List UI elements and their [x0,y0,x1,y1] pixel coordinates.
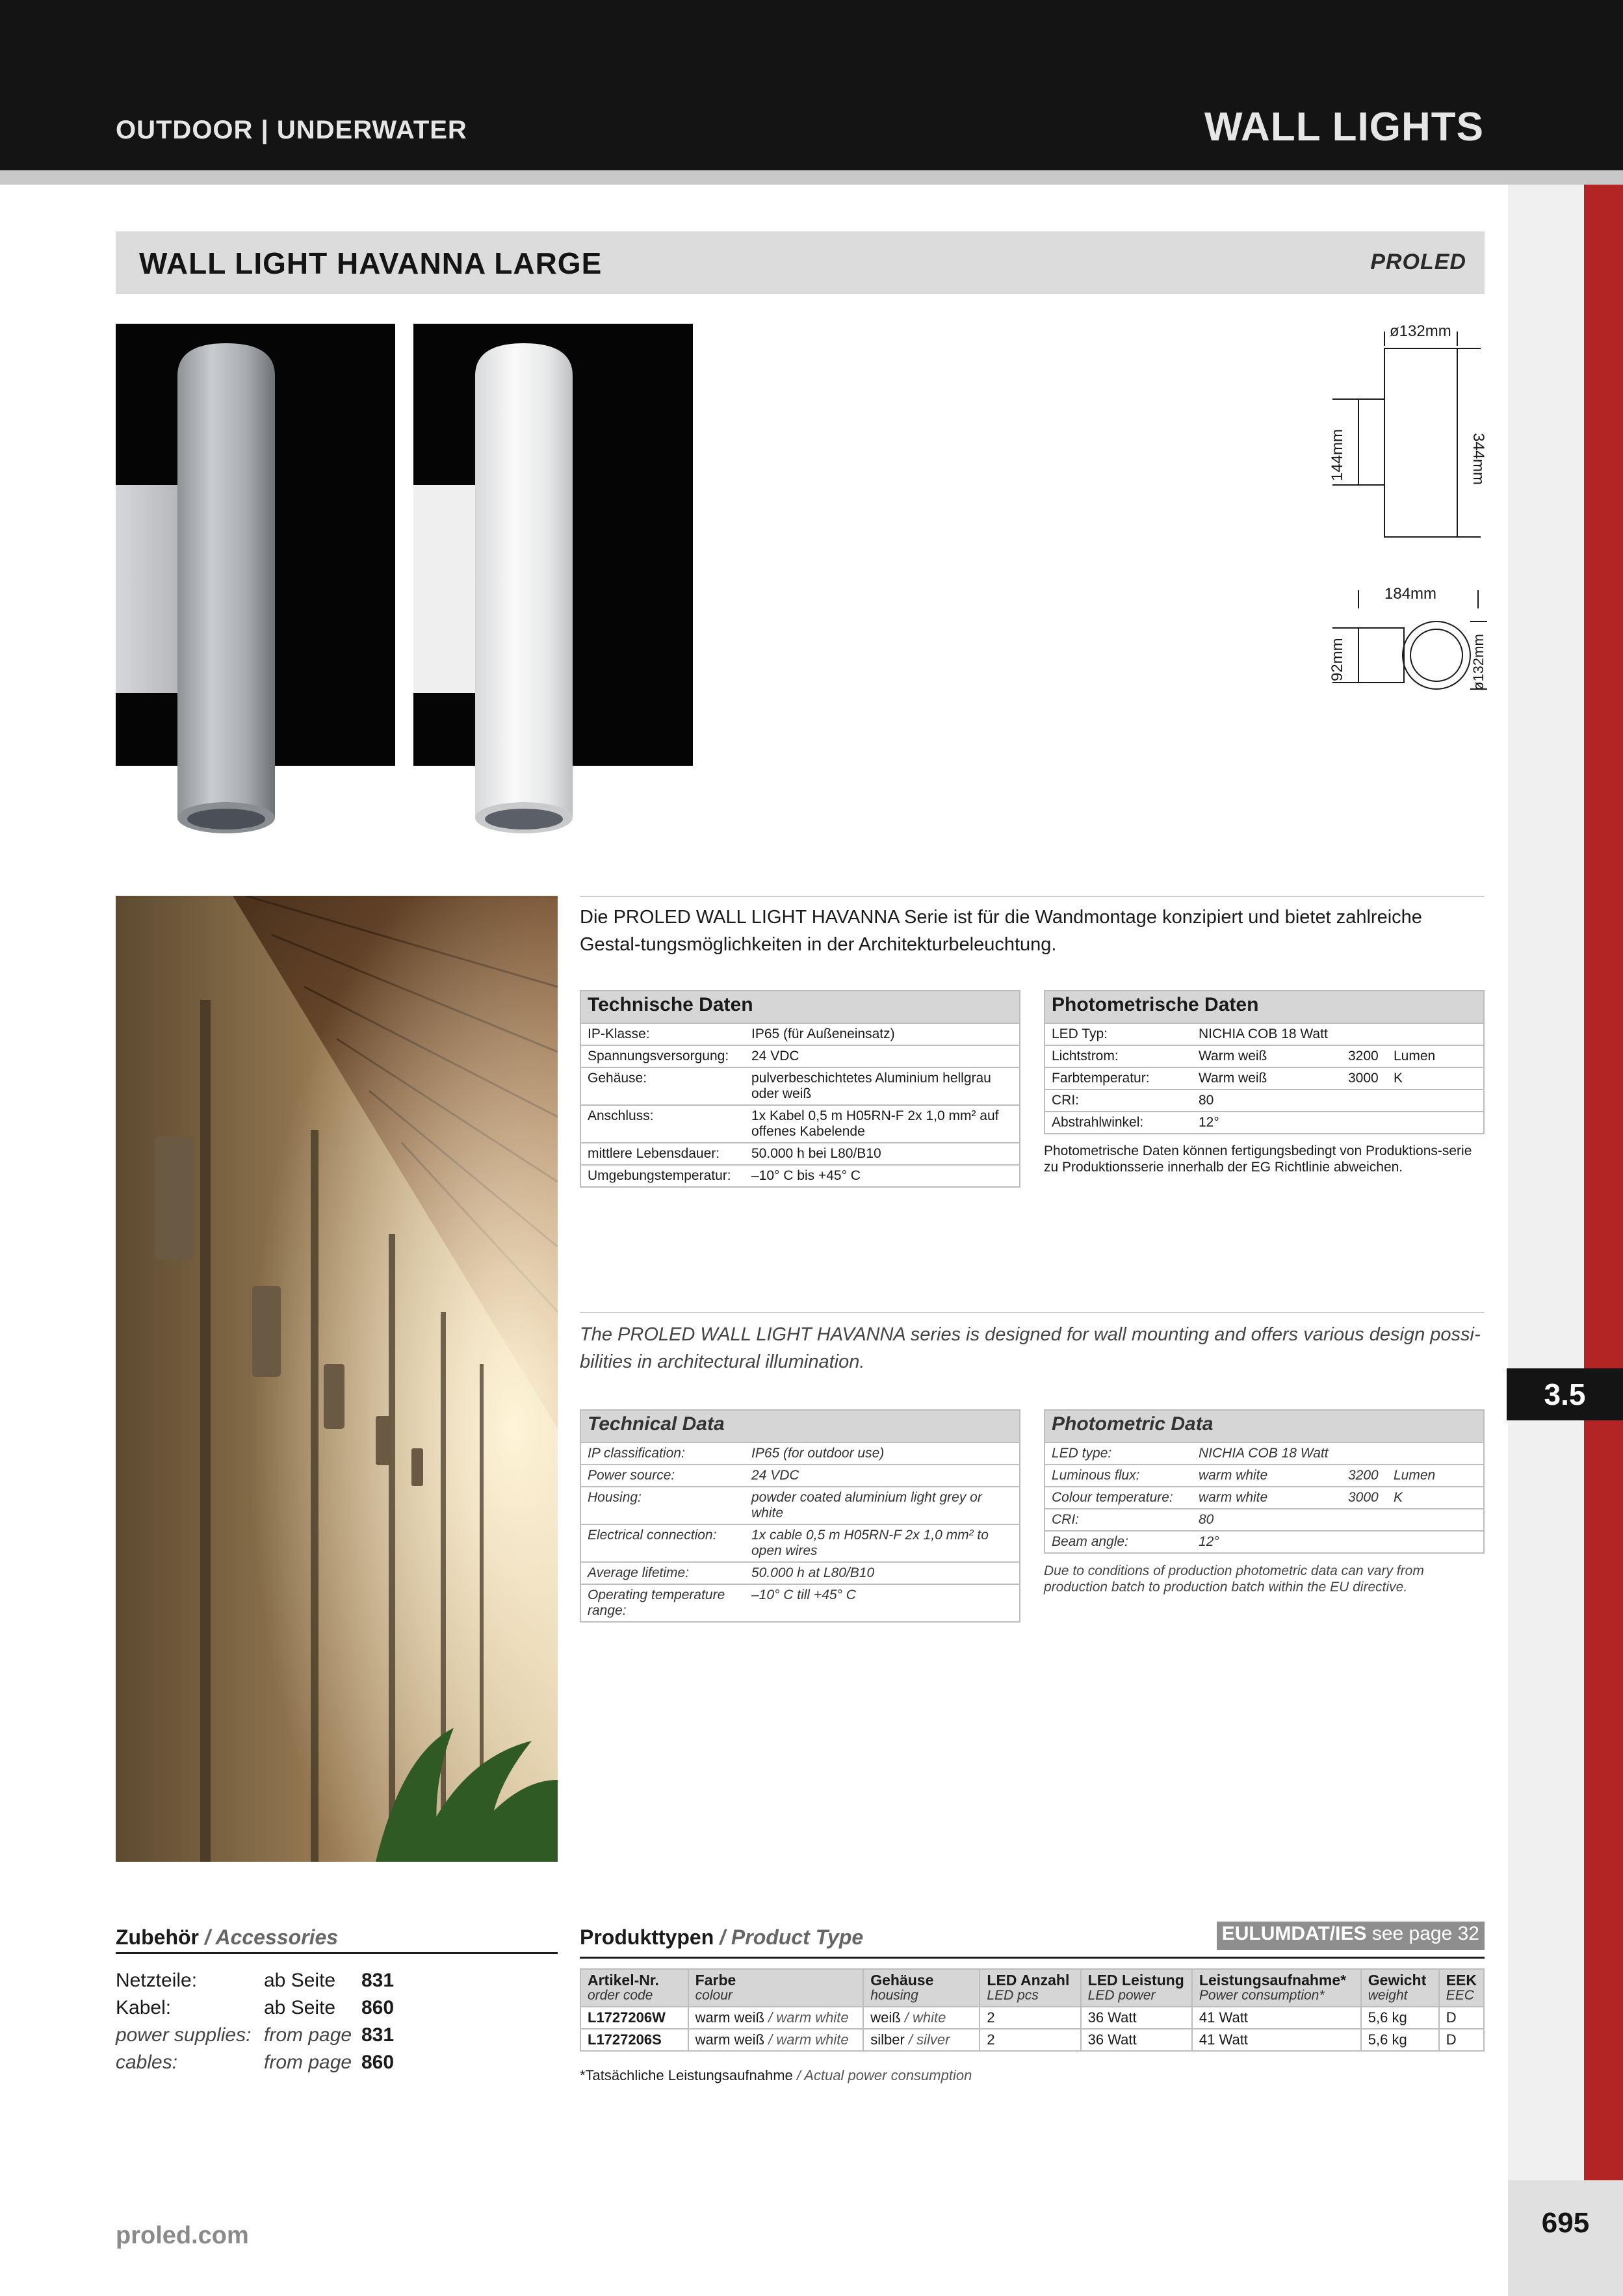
list-item[interactable]: Kabel: ab Seite 860 [116,1997,395,2018]
dim-total-height: 344mm [1470,433,1487,486]
photo-table-en-title: Photometric Data [1045,1411,1483,1442]
photo-table-de [1044,990,1485,1134]
table-row: IP-Klasse: IP65 (für Außeneinsatz) [581,1023,1019,1045]
table-row: LED type: NICHIA COB 18 Watt [1045,1442,1483,1464]
table-row: Beam angle: 12° [1045,1530,1483,1552]
divider-de [580,896,1485,897]
table-row: Colour temperature: warm white 3000 K [1045,1486,1483,1508]
tech-table-en-title: Technical Data [581,1411,1019,1442]
dim-depth: 184mm [1384,585,1437,603]
accessories-heading: Zubehör / Accessories [116,1925,558,1954]
table-row: Umgebungstemperatur: –10° C bis +45° C [581,1164,1019,1186]
tech-table-de [580,990,1020,1188]
header-section: WALL LIGHTS [1204,105,1484,150]
description-de: Die PROLED WALL LIGHT HAVANNA Serie ist für die Wandmontage konzipiert und bietet zahlreiche Gestal-tungsmöglichkeiten in der Architekturbeleuchtung. [580,907,1422,955]
tech-table-de-title: Technische Daten [581,991,1019,1023]
photometric-note-en: Due to conditions of production photometric data can vary from production batch to production batch within the EU directive. [1044,1563,1424,1595]
side-rail [1508,185,1586,2296]
table-header-row: Artikel-Nr. order code Farbe colour Gehäuse housing LED Anzahl LED pcs LED Leistung LED power Leistungsaufnahme* Power consumption* Gewicht weight EEK EEC [580,1969,1484,2007]
product-types-heading: Produkttypen / Product Type EULUMDAT/IES see page 32 [580,1925,1485,1959]
table-row: Housing: powder coated aluminium light grey or white [581,1486,1019,1524]
side-rail-accent [1584,185,1623,2180]
dimension-drawing [1319,322,1495,712]
table-row: CRI: 80 [1045,1089,1483,1111]
eulumdat-link[interactable]: EULUMDAT/IES see page 32 [1217,1922,1485,1950]
table-row: Gehäuse: pulverbeschichtetes Aluminium hellgrau oder weiß [581,1067,1019,1104]
table-row: Abstrahlwinkel: 12° [1045,1111,1483,1133]
table-row: Average lifetime: 50.000 h at L80/B10 [581,1561,1019,1584]
footer-url[interactable]: proled.com [116,2222,249,2249]
photo-table-en [1044,1409,1485,1554]
brand-logo: PROLED [1370,250,1466,274]
table-row: Power source: 24 VDC [581,1464,1019,1486]
table-row[interactable]: L1727206S warm weiß / warm white silber / silver 2 36 Watt 41 Watt 5,6 kg D [580,2029,1484,2051]
table-row: mittlere Lebensdauer: 50.000 h bei L80/B10 [581,1142,1019,1164]
table-row: Spannungsversorgung: 24 VDC [581,1045,1019,1067]
dim-bracket-height: 144mm [1329,428,1346,481]
table-row: Lichtstrom: Warm weiß 3200 Lumen [1045,1045,1483,1067]
divider-en [580,1312,1485,1313]
list-item[interactable]: cables: from page 860 [116,2052,395,2073]
product-title: WALL LIGHT HAVANNA LARGE [139,246,603,280]
table-row: Operating temperature range: –10° C till +45° C [581,1584,1019,1621]
table-row: CRI: 80 [1045,1508,1483,1530]
product-title-bar [116,231,1485,294]
product-photo-silver [116,324,395,766]
product-photo-white [413,324,693,766]
product-types-table [580,1968,1485,2052]
tech-table-en [580,1409,1020,1623]
table-row[interactable]: L1727206W warm weiß / warm white weiß / white 2 36 Watt 41 Watt 5,6 kg D [580,2007,1484,2029]
list-item[interactable]: power supplies: from page 831 [116,2024,395,2046]
table-row: Electrical connection: 1x cable 0,5 m H05RN-F 2x 1,0 mm² to open wires [581,1524,1019,1561]
dim-bottom-diameter: ø132mm [1470,634,1487,690]
dim-bracket-width: 92mm [1329,638,1346,681]
dim-top-diameter: ø132mm [1390,322,1451,340]
table-row: Farbtemperatur: Warm weiß 3000 K [1045,1067,1483,1089]
table-row: Anschluss: 1x Kabel 0,5 m H05RN-F 2x 1,0 mm² auf offenes Kabelende [581,1104,1019,1142]
photo-table-de-title: Photometrische Daten [1045,991,1483,1023]
header-strip [0,170,1623,185]
header-category: OUTDOOR | UNDERWATER [116,116,467,144]
photometric-note-de: Photometrische Daten können fertigungsbedingt von Produktions-serie zu Produktionsserie innerhalb der EG Richtlinie abweichen. [1044,1143,1472,1175]
accessories-list [116,1967,413,2076]
product-types-footnote: *Tatsächliche Leistungsaufnahme / Actual power consumption [580,2067,972,2083]
description-en: The PROLED WALL LIGHT HAVANNA series is designed for wall mounting and offers various design possi-bilities in architectural illumination. [580,1324,1481,1372]
installation-photo [116,896,558,1862]
table-row: Luminous flux: warm white 3200 Lumen [1045,1464,1483,1486]
list-item[interactable]: Netzteile: ab Seite 831 [116,1970,395,1991]
table-row: LED Typ: NICHIA COB 18 Watt [1045,1023,1483,1045]
page-number: 695 [1541,2207,1590,2239]
table-row: IP classification: IP65 (for outdoor use) [581,1442,1019,1464]
chapter-tab[interactable]: 3.5 [1507,1368,1623,1420]
